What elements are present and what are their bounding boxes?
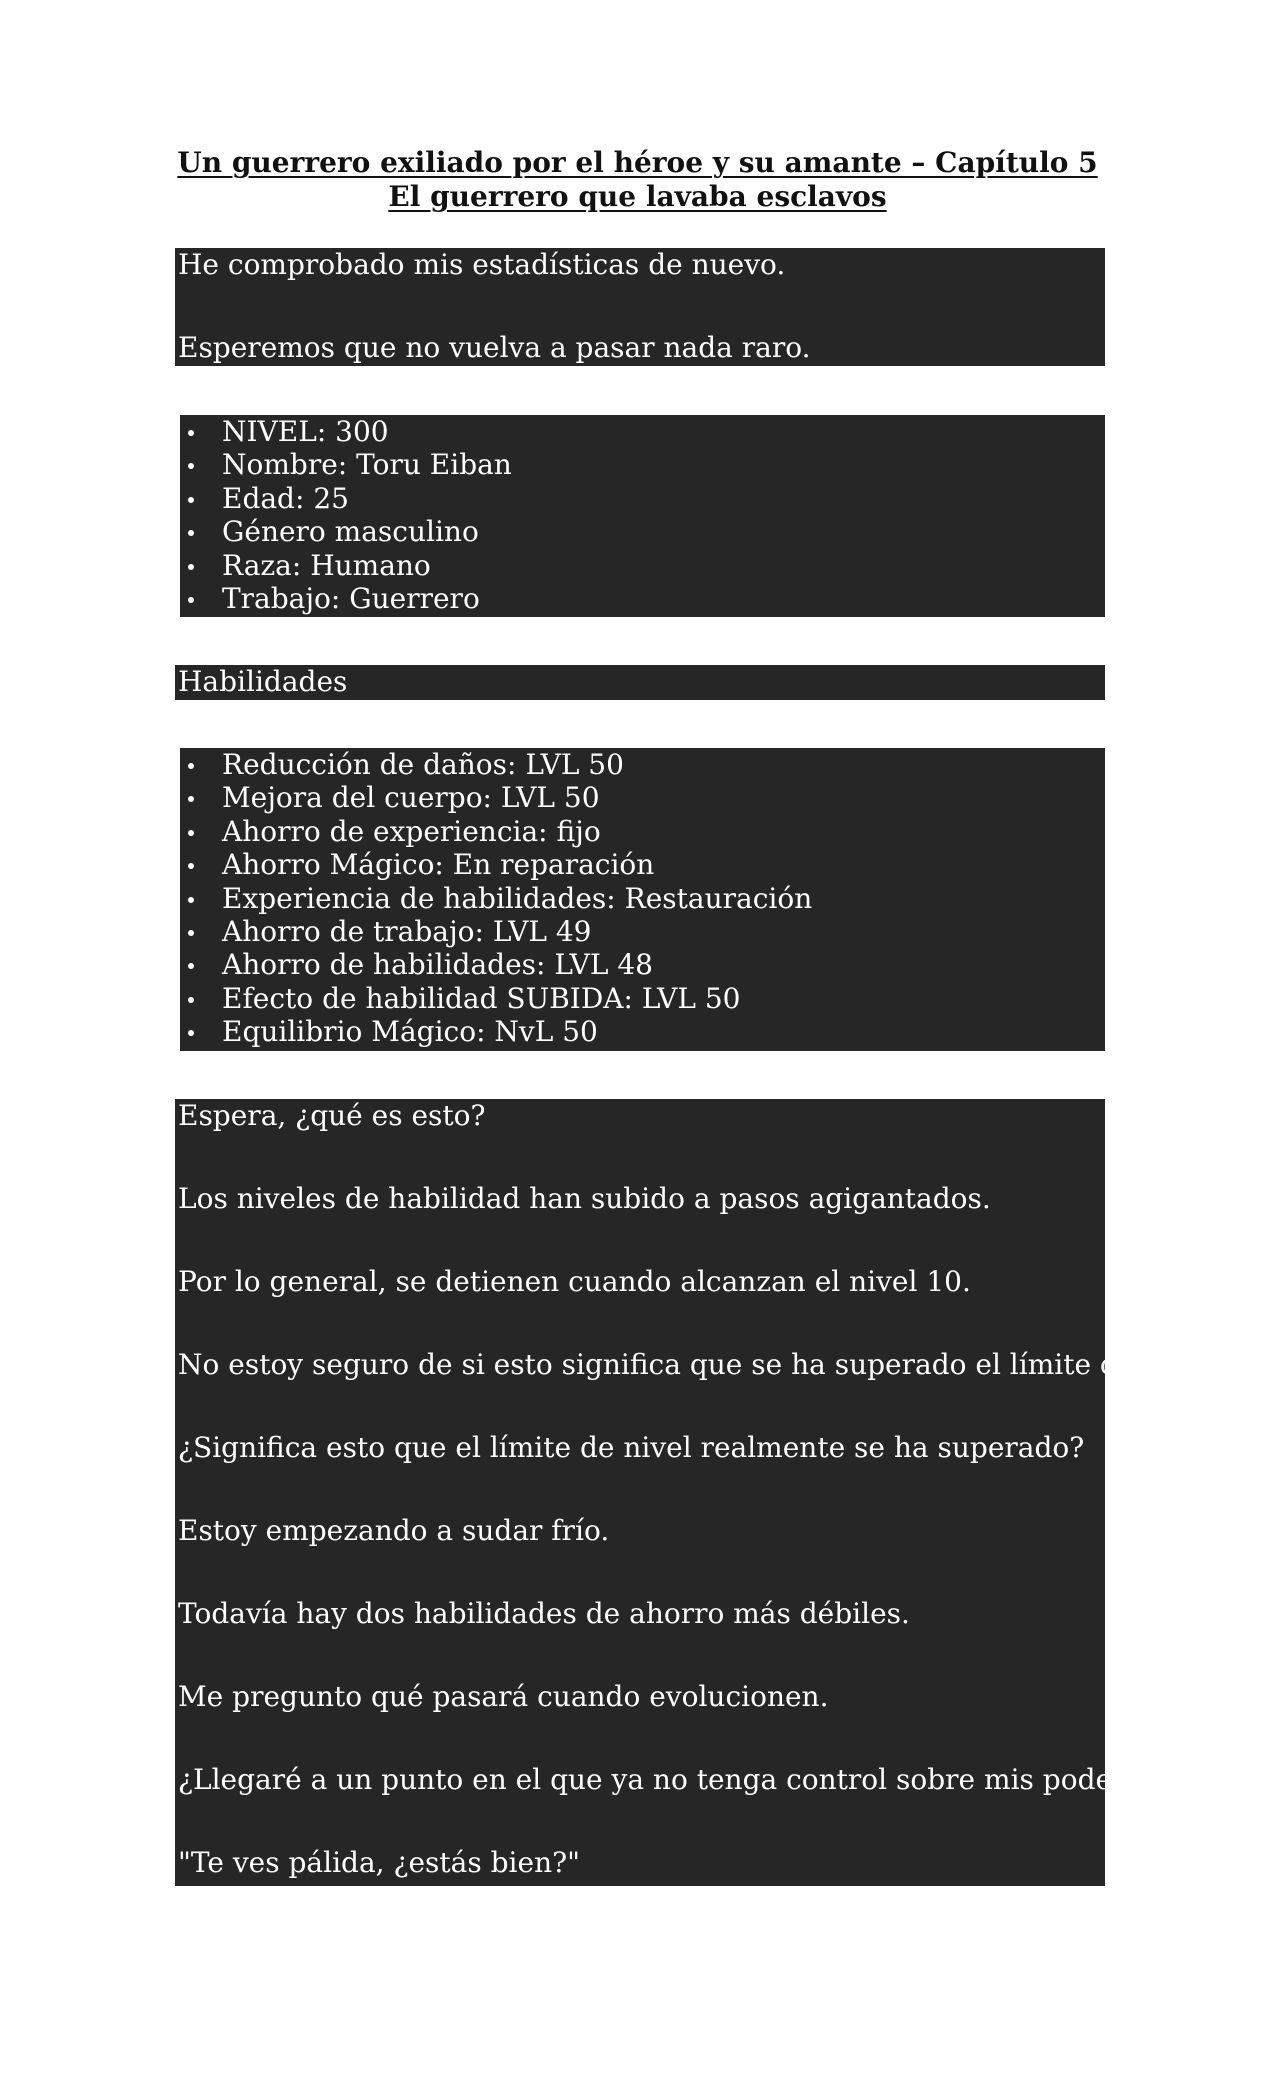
- list-item: Ahorro de habilidades: LVL 48: [180, 948, 1105, 981]
- paragraph: Todavía hay dos habilidades de ahorro más débiles.: [178, 1597, 910, 1630]
- bullet-icon: [188, 796, 194, 802]
- intro-block: [175, 248, 1105, 366]
- bullet-icon: [188, 430, 194, 436]
- paragraph: Por lo general, se detienen cuando alcanzan el nivel 10.: [178, 1265, 971, 1298]
- bullet-icon: [188, 463, 194, 469]
- list-item: Efecto de habilidad SUBIDA: LVL 50: [180, 982, 1105, 1015]
- bullet-icon: [188, 830, 194, 836]
- paragraph: ¿Llegaré a un punto en el que ya no tenga control sobre mis poderes?: [178, 1763, 1172, 1796]
- bullet-icon: [188, 497, 194, 503]
- list-item: Reducción de daños: LVL 50: [180, 748, 1105, 781]
- bullet-icon: [188, 530, 194, 536]
- bullet-icon: [188, 997, 194, 1003]
- bullet-icon: [188, 1030, 194, 1036]
- chapter-title: Un guerrero exiliado por el héroe y su amante – Capítulo 5: [177, 146, 1098, 179]
- story-block: [175, 1099, 1172, 1886]
- list-item: Ahorro de experiencia: fijo: [180, 815, 1105, 848]
- skills-list: [180, 748, 1105, 1049]
- bullet-icon: [188, 564, 194, 570]
- paragraph: No estoy seguro de si esto significa que se ha superado el límite o no.: [178, 1348, 1169, 1381]
- paragraph: Esperemos que no vuelva a pasar nada raro.: [178, 331, 811, 364]
- list-item: Experiencia de habilidades: Restauración: [180, 882, 1105, 915]
- skills-heading-block: [175, 665, 1105, 700]
- bullet-icon: [188, 763, 194, 769]
- list-item: Raza: Humano: [180, 549, 1105, 582]
- list-item: Género masculino: [180, 515, 1105, 548]
- list-item: Edad: 25: [180, 482, 1105, 515]
- bullet-icon: [188, 597, 194, 603]
- paragraph: "Te ves pálida, ¿estás bien?": [178, 1846, 580, 1879]
- list-item: Ahorro de trabajo: LVL 49: [180, 915, 1105, 948]
- bullet-icon: [188, 863, 194, 869]
- paragraph: Los niveles de habilidad han subido a pasos agigantados.: [178, 1182, 991, 1215]
- bullet-icon: [188, 897, 194, 903]
- paragraph: Espera, ¿qué es esto?: [178, 1099, 486, 1132]
- paragraph: Estoy empezando a sudar frío.: [178, 1514, 610, 1547]
- list-item: Mejora del cuerpo: LVL 50: [180, 781, 1105, 814]
- paragraph: He comprobado mis estadísticas de nuevo.: [178, 248, 786, 281]
- list-item: Trabajo: Guerrero: [180, 582, 1105, 615]
- paragraph: Me pregunto qué pasará cuando evolucionen.: [178, 1680, 829, 1713]
- bullet-icon: [188, 963, 194, 969]
- list-item: Equilibrio Mágico: NvL 50: [180, 1015, 1105, 1048]
- stats-block: [180, 415, 1105, 617]
- list-item: Nombre: Toru Eiban: [180, 448, 1105, 481]
- list-item: Ahorro Mágico: En reparación: [180, 848, 1105, 881]
- paragraph: ¿Significa esto que el límite de nivel realmente se ha superado?: [178, 1431, 1085, 1464]
- list-item: NIVEL: 300: [180, 415, 1105, 448]
- stats-list: [180, 415, 1105, 615]
- skills-heading: Habilidades: [178, 665, 348, 698]
- skills-block: [180, 748, 1105, 1051]
- bullet-icon: [188, 930, 194, 936]
- chapter-subtitle: El guerrero que lavaba esclavos: [388, 180, 887, 213]
